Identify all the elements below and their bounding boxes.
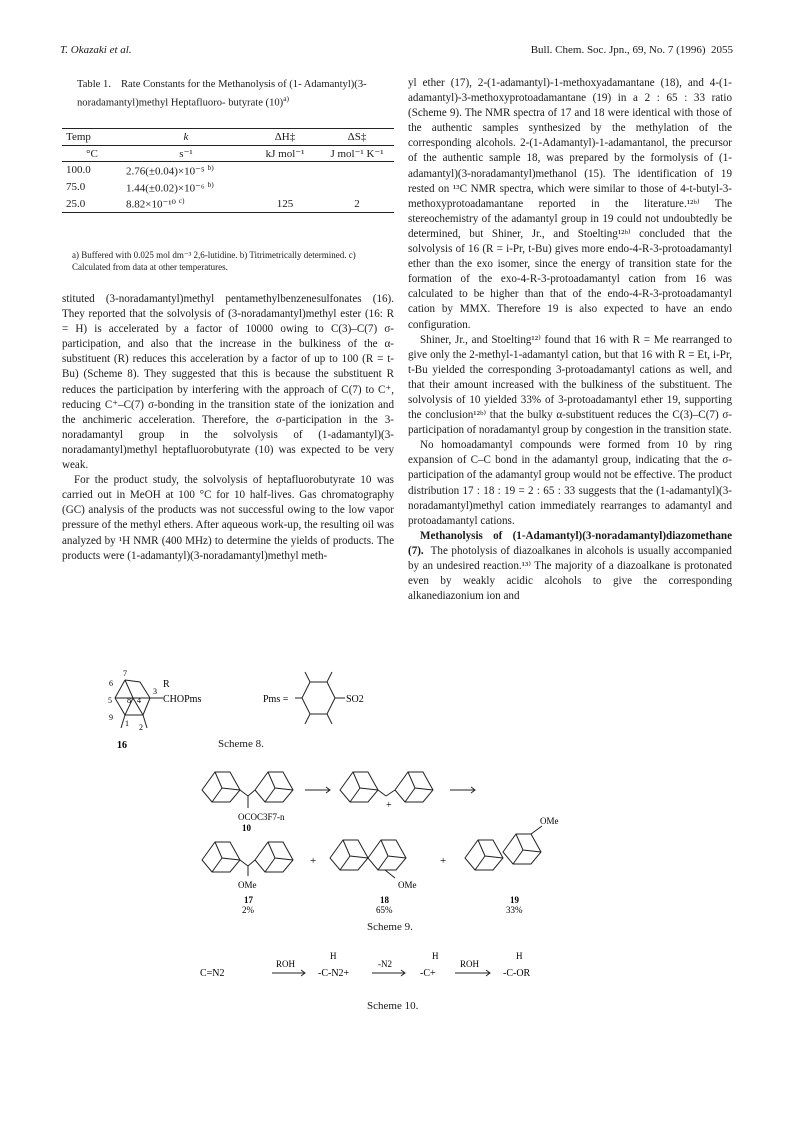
- unit-temp: °C: [62, 146, 122, 162]
- cell-ds: [320, 179, 394, 196]
- r-label: R: [163, 679, 170, 690]
- atom-label: 7: [123, 669, 127, 678]
- col-header-ds: ΔS‡: [320, 129, 394, 146]
- diazonium-intermediate: -C-N2+: [318, 968, 350, 979]
- reaction-arrows-icon: [272, 970, 490, 976]
- scheme9-structures: [190, 760, 610, 920]
- unit-k: s⁻¹: [122, 146, 250, 162]
- paragraph: No homoadamantyl compounds were formed from 10 by ring expansion of C–C bond in the adamantyl group, indicating that the σ-participation of the adamantyl group would not be effective. The product distribution 17 : 18 : 19 = 2 : 65 : 33 suggests that the (1-adamantyl)(3-noradamantyl)methyl cation immediately rearranges to adamantyl and protoadamantyl cations.: [408, 439, 732, 527]
- cell-ds: [320, 162, 394, 179]
- pms-label: Pms =: [263, 694, 289, 705]
- unit-dh: kJ mol⁻¹: [250, 146, 320, 162]
- atom-label: 2: [139, 723, 143, 732]
- product-yield: 65%: [376, 905, 393, 915]
- so2-label: SO2: [346, 694, 364, 705]
- product-group: OMe: [540, 816, 559, 826]
- compound-number: 17: [244, 895, 253, 905]
- journal-citation: Bull. Chem. Soc. Jpn., 69, No. 7 (1996): [530, 44, 706, 56]
- cell-k: 2.76(±0.04)×10⁻⁵ $^{b)}$: [126, 163, 214, 178]
- h-label: H: [330, 951, 337, 961]
- paragraph: Shiner, Jr., and Stoelting¹²⁾ found that 16 with R = Me rearranged to give only the 2-methyl-1-adamantyl cation, but that 16 with R = Et, i-Pr, t-Bu yielded the corresponding 3-protoadamantyl cations as well, and that their amount increased with the bulkiness of the substituent. The solvolysis of 10 yielded 33% of 3-protoadamantyl ether 19, supporting the conclusion¹²ᵇ⁾ that the bulky α-substituent reduces the C(3)–C(7) σ-participation of noradamantyl group by congestion in the transition state.: [408, 333, 732, 437]
- atom-label: 9: [109, 713, 113, 722]
- compound-number: 16: [117, 740, 127, 751]
- col-header-k: k: [122, 129, 250, 146]
- table-row: [62, 162, 394, 179]
- scheme10-label: Scheme 10.: [367, 1000, 419, 1012]
- table-row: [62, 179, 394, 196]
- rate-constant-table: [62, 128, 394, 213]
- cell-dh: [250, 162, 320, 179]
- paragraph: yl ether (17), 2-(1-adamantyl)-1-methoxyadamantane (18), and 4-(1-adamantyl)-3-methoxyprotoadamantane (19) in a 2 : 65 : 33 ratio (Scheme 9). The NMR spectra of 17 and 18 were identical with those of the authentic samples synthesized by the methylation of the corresponding alcohols. 2-(1-Adamantyl)-1-adamantanol, the precursor of the authentic sample 18, was prepared by the formolysis of (1-adamantyl)(3-noradamantyl)methanol (15). The identification of 19 rested on ¹³C NMR spectra, which were similar to those of 4-t-butyl-3-methoxyprotoadamantane reported in the literature.¹²ᵇ⁾ The stereochemistry of the adamantyl group in 19 could not undoubtedly be determined, but Shiner, Jr., and Stoelting¹²ᵇ⁾ concluded that the solvolysis of 16 (R = i-Pr, t-Bu) gives more endo-4-R-3-protoadamantyl ether than the exo isomer, since the energy of transition state for the formation of the exo-4-R-3-protoadamantyl cation from 16 was calculated to be higher than that of the endo-4-R-3-protoadamantyl cation by MMX. Therefore 19 is also expected to have an endo configuration.: [408, 77, 732, 331]
- product-group: OMe: [238, 880, 257, 890]
- cell-dh: 125: [250, 195, 320, 212]
- table-label: Table 1.: [77, 79, 111, 90]
- ether-product: -C-OR: [503, 968, 531, 979]
- section-heading: Methanolysis of (1-Adamantyl)(3-noradamantyl)diazomethane (7).: [408, 529, 732, 557]
- unit-ds: J mol⁻¹ K⁻¹: [320, 146, 394, 162]
- plus-sign: +: [440, 855, 447, 867]
- table-caption-sup: a): [283, 94, 290, 103]
- atom-label: 8: [127, 696, 131, 705]
- atom-label: 3: [153, 687, 157, 696]
- table-footnotes: a) Buffered with 0.025 mol dm⁻³ 2,6-lutidine. b) Titrimetrically determined. c) Calculated from data at other temperatures.: [72, 250, 356, 272]
- right-column: [408, 76, 732, 604]
- atom-label: 5: [108, 696, 112, 705]
- col-header-temp: Temp: [66, 131, 91, 143]
- cell-temp: 100.0: [66, 164, 91, 177]
- plus-sign: +: [386, 800, 392, 811]
- cell-ds: 2: [320, 195, 394, 212]
- table-caption: [77, 78, 382, 111]
- cell-k: 8.82×10⁻¹⁰ $^{c)}$: [122, 195, 250, 212]
- compound-number: 19: [510, 895, 519, 905]
- reagent-label: ROH: [460, 959, 480, 969]
- plus-sign: +: [310, 855, 317, 867]
- atom-label: 6: [109, 679, 113, 688]
- product-yield: 2%: [242, 905, 254, 915]
- pentamethylphenyl-ring-icon: [295, 672, 345, 724]
- cell-k: 1.44(±0.02)×10⁻⁶ $^{b)}$: [126, 179, 214, 195]
- adamantyl-cage-icon: [202, 772, 542, 878]
- table-row: [62, 195, 394, 212]
- col-header-dh: ΔH‡: [250, 129, 320, 146]
- reagent-label: ROH: [276, 959, 296, 969]
- reactant-group: OCOC3F7-n: [238, 812, 285, 822]
- scheme8-label: Scheme 8.: [218, 738, 264, 750]
- product-yield: 33%: [506, 905, 523, 915]
- cell-dh: [250, 179, 320, 196]
- compound-number: 18: [380, 895, 389, 905]
- h-label: H: [432, 951, 439, 961]
- left-column: [62, 292, 394, 564]
- scheme9-label: Scheme 9.: [367, 921, 413, 933]
- h-label: H: [516, 951, 523, 961]
- atom-label: 4: [137, 696, 141, 705]
- table-caption-text: Rate Constants for the Methanolysis of (1- Adamantyl)(3- noradamantyl)methyl Heptafluoro- butyrate (10): [77, 79, 367, 109]
- table-units-row: [62, 146, 394, 162]
- product-group: OMe: [398, 880, 417, 890]
- paragraph: For the product study, the solvolysis of heptafluorobutyrate 10 was carried out in MeOH at 100 °C for 10 half-lives. Gas chromatography (GC) analysis of the products was not successful owing to the low vapor pressure of the methyl ethers. After aqueous work-up, the resulting oil was analyzed by ¹H NMR (400 MHz) to determine the yields of products. The products were (1-adamantyl)(3-noradamantyl)methyl meth-: [62, 474, 394, 562]
- paragraph: stituted (3-noradamantyl)methyl pentamethylbenzenesulfonates (16). They reported that the solvolysis of (3-noradamantyl)methyl ester (16: R = H) is accelerated by a factor of 10000 owing to C(3)–C(7) σ-participation, and also that the increase in the bulkiness of the α-substituent (R) reduces this acceleration by a factor of up to 100 (R = t-Bu) (Scheme 8). They suggested that this is because the substituent R reduces the participation by interfering with the approach of C(7) to C⁺, reducing C⁺–C(7) σ-bonding in the transition state of the ionization and the anchimeric acceleration. Therefore, the σ-participation in the 3-noradamantyl group in the solvolysis of (1-adamantyl)(3-noradamantyl)methyl heptafluorobutyrate (10) was expected to be very weak.: [62, 293, 394, 472]
- scheme10-structures: [200, 945, 600, 990]
- cell-temp: 25.0: [62, 195, 122, 212]
- compound-number: 10: [242, 823, 251, 833]
- chop-label: CHOPms: [163, 694, 202, 705]
- cell-temp: 75.0: [66, 180, 86, 193]
- page-number: 2055: [711, 44, 733, 56]
- carbocation-intermediate: -C+: [420, 968, 436, 979]
- diazo-start: C=N2: [200, 968, 225, 979]
- atom-label: 1: [125, 719, 129, 728]
- paragraph: Methanolysis of (1-Adamantyl)(3-noradamantyl)diazomethane (7). The photolysis of diazoalkanes in alcohols is usually accompanied by an undesired reaction.¹³⁾ The majority of a diazoalkane is protonated even by weakly acidic alcohols to give the corresponding alkanediazonium ion and: [408, 529, 732, 603]
- running-head-authors: T. Okazaki et al.: [60, 44, 132, 56]
- table-header-row: [62, 129, 394, 146]
- reagent-label: -N2: [378, 959, 392, 969]
- running-head-journal: [531, 44, 733, 56]
